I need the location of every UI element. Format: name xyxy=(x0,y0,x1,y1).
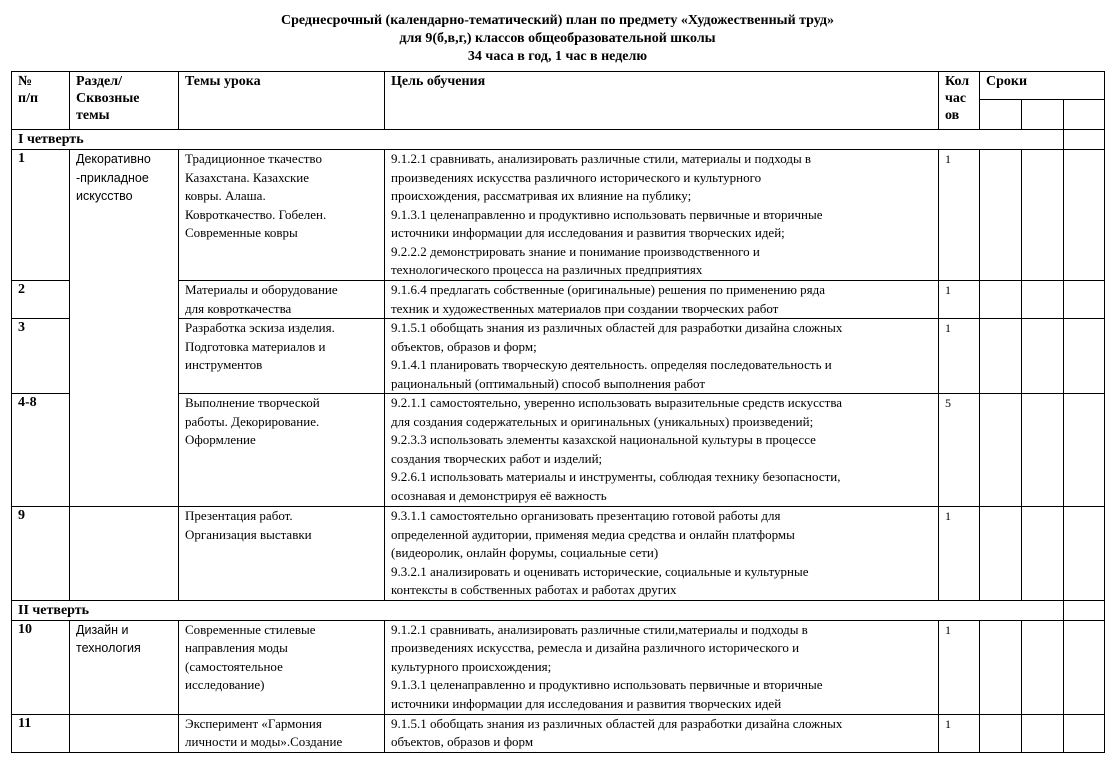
terms-cell xyxy=(1064,600,1105,620)
header-section: Раздел/ Сквозные темы xyxy=(70,72,179,130)
table-header-row xyxy=(12,72,1105,100)
document-header xyxy=(0,12,1115,66)
terms-cell xyxy=(980,620,1022,714)
terms-cell xyxy=(1022,150,1064,281)
row-num: 11 xyxy=(12,714,70,752)
terms-cell xyxy=(1022,620,1064,714)
terms-cell xyxy=(1064,150,1105,281)
row-num: 3 xyxy=(12,319,70,394)
row-num: 10 xyxy=(12,620,70,714)
terms-cell xyxy=(1064,714,1105,752)
terms-cell xyxy=(980,100,1022,130)
table-row xyxy=(12,150,1105,281)
terms-cell xyxy=(1022,714,1064,752)
terms-cell xyxy=(1064,507,1105,601)
terms-cell xyxy=(980,281,1022,319)
row-hours: 5 xyxy=(939,394,980,507)
row-section: Декоративно -прикладное искусство xyxy=(70,150,179,507)
table-row xyxy=(12,507,1105,601)
quarter-row xyxy=(12,600,1105,620)
terms-cell xyxy=(980,394,1022,507)
plan-table xyxy=(11,71,1105,753)
terms-cell xyxy=(980,714,1022,752)
row-topic: Эксперимент «Гармония личности и моды».Создание xyxy=(179,714,385,752)
row-goal: 9.1.5.1 обобщать знания из различных областей для разработки дизайна сложных объектов, образов и форм; 9.1.4.1 планировать творческую деятельность. определяя последовательность и рациональный (оптимальный) способ выполнения работ xyxy=(385,319,939,394)
title-line-2: для 9(б,в,г,) классов общеобразовательной школы xyxy=(399,31,716,46)
row-section xyxy=(70,714,179,752)
terms-cell xyxy=(980,150,1022,281)
quarter-label: II четверть xyxy=(12,600,1064,620)
title-line-3: 34 часа в год, 1 час в неделю xyxy=(467,49,648,64)
terms-cell xyxy=(980,319,1022,394)
row-topic: Презентация работ. Организация выставки xyxy=(179,507,385,601)
row-hours: 1 xyxy=(939,507,980,601)
row-topic: Разработка эскиза изделия. Подготовка материалов и инструментов xyxy=(179,319,385,394)
row-goal: 9.3.1.1 самостоятельно организовать презентацию готовой работы для определенной аудитории, применяя медиа средства и онлайн платформы (видеоролик, онлайн форумы, социальные сети) 9.3.2.1 анализировать и оценивать исторические, социальные и культурные контексты в собственных работах и работах других xyxy=(385,507,939,601)
row-goal: 9.1.2.1 сравнивать, анализировать различные стили,материалы и подходы в произведениях искусства, ремесла и дизайна различного исторического и культурного происхождения; 9.1.3.1 целенаправленно и продуктивно использовать первичные и вторичные источники информации для исследования и развития творческих идей xyxy=(385,620,939,714)
row-goal: 9.2.1.1 самостоятельно, уверенно использовать выразительные средств искусства для создания содержательных и оригинальных (уникальных) произведений; 9.2.3.3 использовать элементы казахской национальной культуры в процессе создания творческих работ и изделий; 9.2.6.1 использовать материалы и инструменты, соблюдая технику безопасности, осознавая и демонстрируя её важность xyxy=(385,394,939,507)
row-num: 2 xyxy=(12,281,70,319)
row-section xyxy=(70,507,179,601)
row-hours: 1 xyxy=(939,281,980,319)
quarter-row xyxy=(12,130,1105,150)
terms-cell xyxy=(1022,281,1064,319)
header-hours: Кол час ов xyxy=(939,72,980,130)
header-goal: Цель обучения xyxy=(385,72,939,130)
terms-cell xyxy=(980,507,1022,601)
row-topic: Современные стилевые направления моды (самостоятельное исследование) xyxy=(179,620,385,714)
terms-cell xyxy=(1064,319,1105,394)
terms-cell xyxy=(1022,507,1064,601)
terms-cell xyxy=(1064,100,1105,130)
row-goal: 9.1.5.1 обобщать знания из различных областей для разработки дизайна сложных объектов, образов и форм xyxy=(385,714,939,752)
row-num: 9 xyxy=(12,507,70,601)
title-line-1: Среднесрочный (календарно-тематический) план по предмету «Художественный труд» xyxy=(281,13,834,28)
terms-cell xyxy=(1022,100,1064,130)
terms-cell xyxy=(1022,394,1064,507)
terms-cell xyxy=(1064,130,1105,150)
terms-cell xyxy=(1064,620,1105,714)
row-topic: Выполнение творческой работы. Декорирование. Оформление xyxy=(179,394,385,507)
header-topic: Темы урока xyxy=(179,72,385,130)
quarter-label: I четверть xyxy=(12,130,1064,150)
row-hours: 1 xyxy=(939,620,980,714)
header-num: № п/п xyxy=(12,72,70,130)
row-num: 1 xyxy=(12,150,70,281)
terms-cell xyxy=(1064,394,1105,507)
table-row xyxy=(12,620,1105,714)
row-topic: Традиционное ткачество Казахстана. Казахские ковры. Алаша. Ковроткачество. Гобелен. Современные ковры xyxy=(179,150,385,281)
table-row xyxy=(12,714,1105,752)
row-topic: Материалы и оборудование для ковроткачества xyxy=(179,281,385,319)
row-goal: 9.1.2.1 сравнивать, анализировать различные стили, материалы и подходы в произведениях искусства различного исторического и культурного происхождения, рассматривая их влияние на публику; 9.1.3.1 целенаправленно и продуктивно использовать первичные и вторичные источники информации для исследования и развития творческих идей; 9.2.2.2 демонстрировать знание и понимание производственного и технологического процесса на различных предприятиях xyxy=(385,150,939,281)
terms-cell xyxy=(1022,319,1064,394)
row-num: 4-8 xyxy=(12,394,70,507)
row-goal: 9.1.6.4 предлагать собственные (оригинальные) решения по применению ряда техник и художественных материалов при создании творческих работ xyxy=(385,281,939,319)
row-hours: 1 xyxy=(939,714,980,752)
row-hours: 1 xyxy=(939,150,980,281)
row-hours: 1 xyxy=(939,319,980,394)
row-section: Дизайн и технология xyxy=(70,620,179,714)
terms-cell xyxy=(1064,281,1105,319)
header-terms: Сроки xyxy=(980,72,1105,100)
